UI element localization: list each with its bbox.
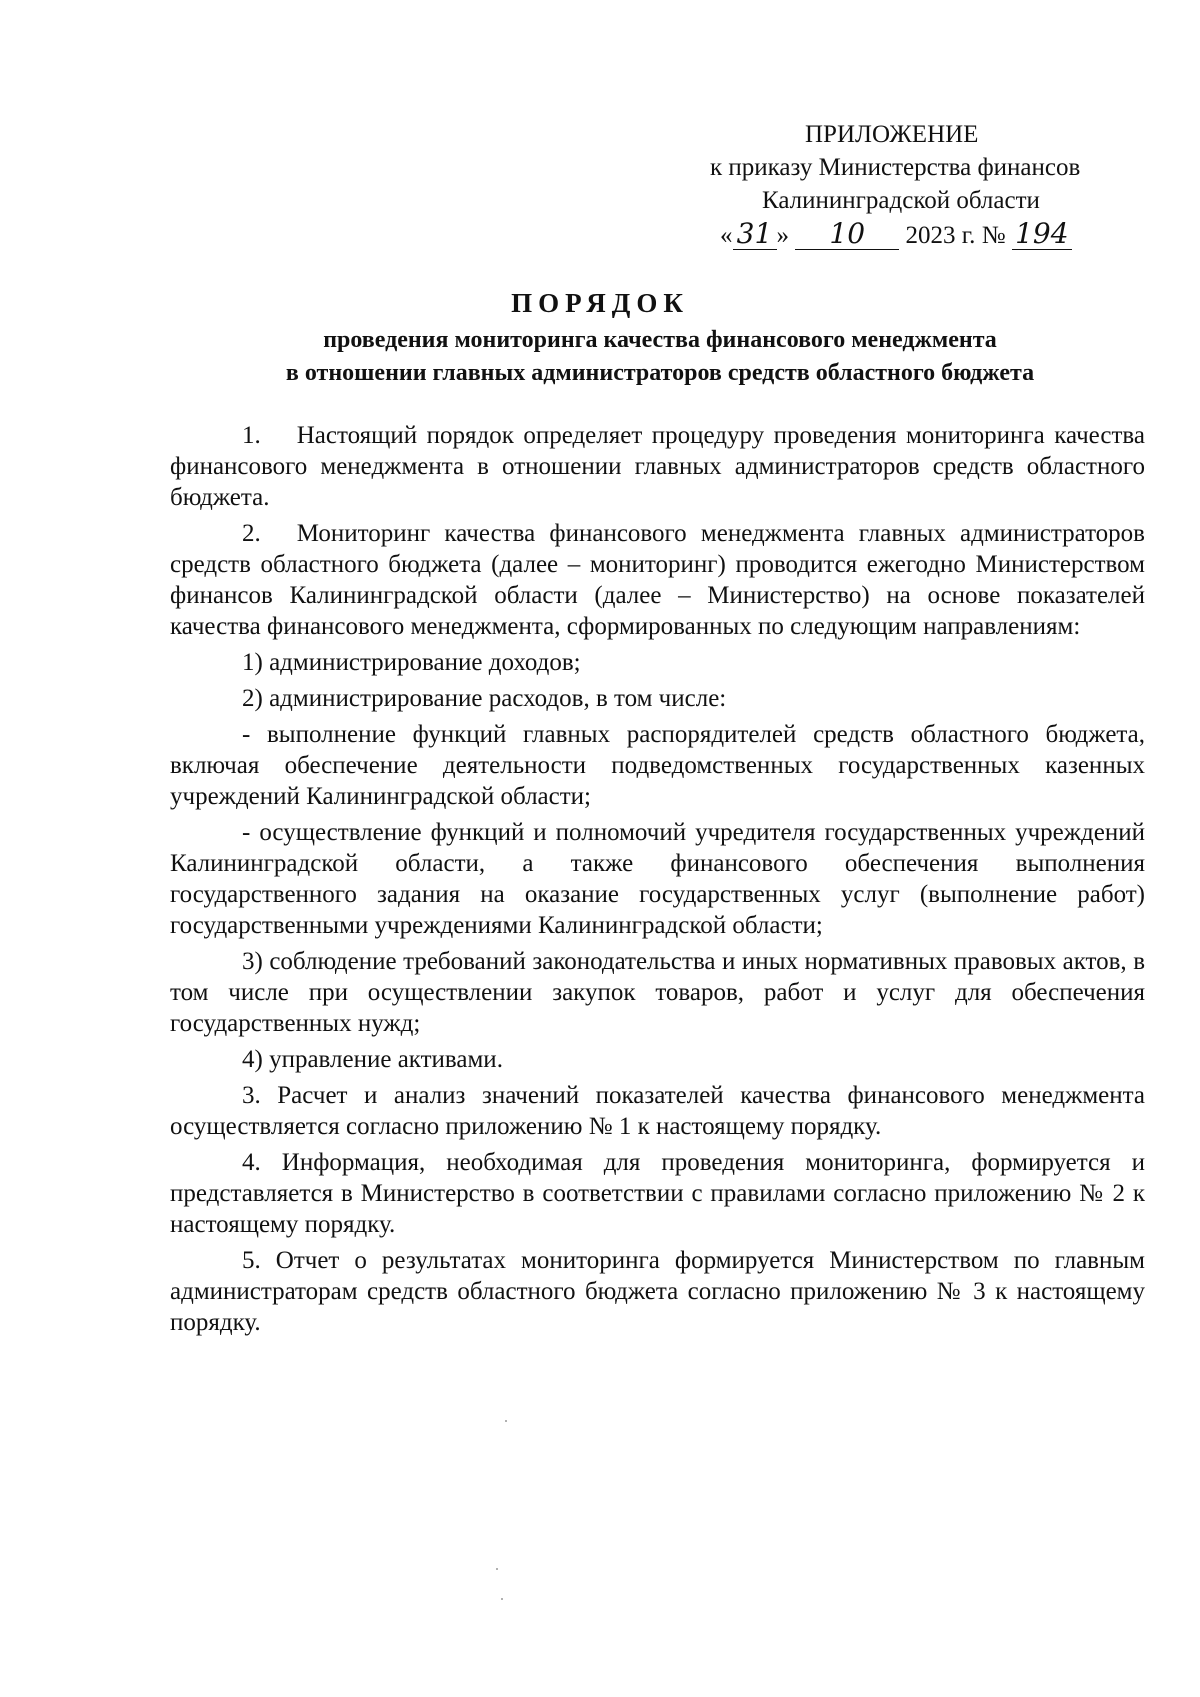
scan-speck bbox=[496, 1568, 498, 1570]
paragraph-5: 5. Отчет о результатах мониторинга формируется Министерством по главным администраторам средств областного бюджета согласно приложению № 3 к настоящему порядку. bbox=[170, 1247, 1145, 1336]
list-item-2b: - осуществление функций и полномочий учредителя государственных учреждений Калининградской области, а также финансового обеспечения выполнения государственного задания на оказание государственных услуг (выполнение работ) государственными учреждениями Калининградской области; bbox=[170, 819, 1145, 939]
list-item-1: 1) администрирование доходов; bbox=[242, 649, 581, 676]
number-sign: № bbox=[981, 222, 1006, 249]
order-number: 194 bbox=[1012, 219, 1072, 250]
scan-speck bbox=[505, 1420, 507, 1422]
document-subtitle bbox=[160, 324, 1160, 390]
scan-speck bbox=[501, 1598, 503, 1600]
order-day: 31 bbox=[733, 219, 777, 250]
document-body bbox=[170, 420, 1145, 1343]
appendix-order-ref: к приказу Министерства финансов bbox=[710, 154, 1081, 181]
paragraph-2-text: Мониторинг качества финансового менеджмента главных администраторов средств областного бюджета (далее – мониторинг) проводится ежегодно Министерством финансов Калининградской области (далее – Министерство) на основе показателей качества финансового менеджмента, сформированных по следующим направлениям: bbox=[170, 520, 1145, 640]
appendix-region: Калининградской области bbox=[762, 187, 1040, 214]
list-item-3: 3) соблюдение требований законодательства и иных нормативных правовых актов, в том числе при осуществлении закупок товаров, работ и услуг для обеспечения государственных нужд; bbox=[170, 948, 1145, 1037]
open-quote: « bbox=[720, 222, 733, 249]
paragraph-4: 4. Информация, необходимая для проведения мониторинга, формируется и представляется в Министерство в соответствии с правилами согласно приложению № 2 к настоящему порядку. bbox=[170, 1149, 1145, 1238]
subtitle-line-1: проведения мониторинга качества финансового менеджмента bbox=[323, 327, 997, 353]
close-quote: » bbox=[776, 222, 789, 249]
paragraph-2-number: 2. bbox=[242, 520, 261, 547]
appendix-label: ПРИЛОЖЕНИЕ bbox=[805, 121, 979, 148]
paragraph-1-text: Настоящий порядок определяет процедуру проведения мониторинга качества финансового менеджмента в отношении главных администраторов средств областного бюджета. bbox=[170, 422, 1145, 511]
order-year: 2023 г. bbox=[905, 222, 976, 249]
order-date-line bbox=[640, 219, 1140, 252]
document-title: ПОРЯДОК bbox=[511, 288, 689, 318]
appendix-header bbox=[640, 118, 1140, 252]
paragraph-1 bbox=[170, 420, 1145, 513]
order-month: 10 bbox=[795, 219, 899, 250]
paragraph-2 bbox=[170, 518, 1145, 642]
paragraph-3: 3. Расчет и анализ значений показателей качества финансового менеджмента осуществляется согласно приложению № 1 к настоящему порядку. bbox=[170, 1082, 1145, 1140]
list-item-4: 4) управление активами. bbox=[242, 1046, 503, 1073]
paragraph-1-number: 1. bbox=[242, 422, 261, 449]
subtitle-line-2: в отношении главных администраторов средств областного бюджета bbox=[285, 360, 1035, 386]
list-item-2a: - выполнение функций главных распорядителей средств областного бюджета, включая обеспечение деятельности подведомственных государственных казенных учреждений Калининградской области; bbox=[170, 721, 1145, 810]
list-item-2: 2) администрирование расходов, в том числе: bbox=[242, 685, 727, 712]
